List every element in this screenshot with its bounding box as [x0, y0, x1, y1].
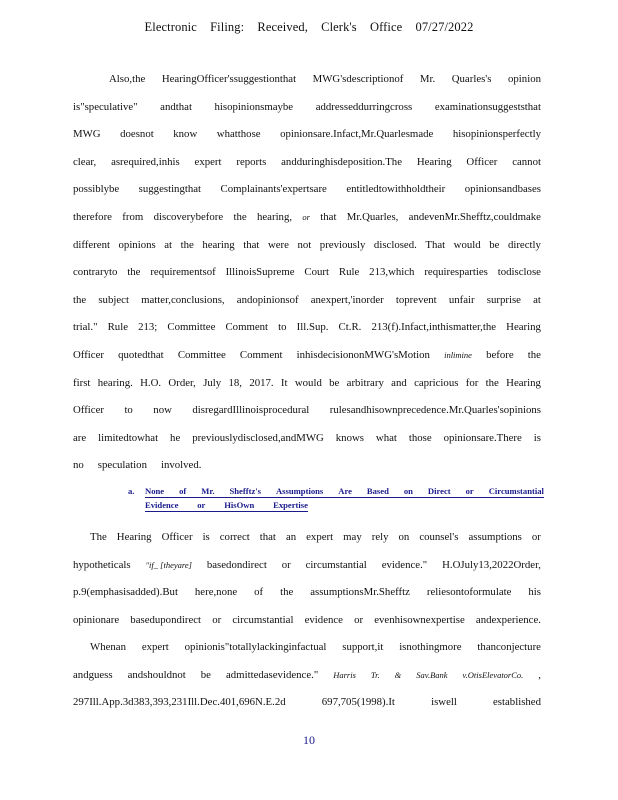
word: here,none	[194, 586, 238, 599]
word: that	[320, 210, 337, 223]
word: the	[527, 348, 541, 361]
text-line	[73, 204, 541, 232]
word: 2017.	[249, 376, 274, 389]
word: opinionsare.Infact,Mr.Quarlesmade	[280, 128, 434, 141]
word: evenhisownexpertise	[374, 613, 465, 626]
word: Also,the	[109, 73, 146, 85]
word: Mr.	[419, 73, 436, 85]
word: previouslydisclosed,andMWG	[192, 431, 324, 444]
word: Court	[304, 266, 330, 279]
word: speculation	[97, 459, 147, 472]
word: previously	[319, 238, 366, 251]
word: H.OJuly13,2022Order,	[442, 558, 541, 571]
word: hypotheticals	[73, 558, 131, 571]
word: surprise	[486, 293, 521, 306]
paragraph-3	[73, 634, 541, 717]
word: Officer	[73, 404, 104, 417]
word: Committee	[167, 321, 216, 334]
word: or	[212, 613, 222, 626]
word: clear,	[73, 155, 97, 168]
word: assumptions	[468, 530, 522, 543]
word: thanconjecture	[477, 641, 541, 654]
word: subject	[98, 293, 129, 306]
word: entitledtowithholdtheir	[346, 183, 446, 196]
word: knows	[335, 431, 364, 444]
word: Tr.	[370, 669, 380, 680]
text-line	[73, 370, 541, 398]
word: matter,conclusions,	[141, 293, 225, 306]
word: is	[533, 431, 541, 444]
text-line	[73, 176, 541, 204]
word: directly	[507, 238, 541, 251]
word: Whenan	[90, 641, 126, 654]
word: Harris	[333, 669, 356, 680]
word: discoverybefore	[153, 210, 224, 223]
word: requiresparties	[424, 266, 488, 279]
word: or	[531, 530, 541, 543]
word: for	[465, 376, 479, 389]
word: rely	[371, 530, 389, 543]
word: isnothingmore	[399, 641, 462, 654]
word: andexperience.	[475, 613, 541, 626]
text-line	[73, 607, 541, 635]
word: be	[329, 376, 340, 389]
word: Complainants'expertsare	[220, 183, 327, 196]
word: reports	[236, 155, 267, 168]
word: whatthose	[216, 128, 261, 141]
word: IllinoisSupreme	[225, 266, 295, 279]
word: examinationsuggeststhat	[434, 100, 541, 113]
word: opinions	[118, 238, 156, 251]
filing-header: Electronic Filing: Received, Clerk's Office 07/27/2022	[144, 20, 474, 34]
word: expert	[141, 641, 169, 654]
word: therefore	[73, 210, 112, 223]
word: unfair	[448, 293, 475, 306]
word: opinionare	[73, 613, 120, 626]
heading-word: Evidence	[145, 499, 179, 510]
text-line	[73, 66, 541, 94]
word: quotedthat	[118, 348, 164, 361]
word: opinionsare.There	[443, 431, 522, 444]
word: that	[243, 238, 260, 251]
heading-word: Expertise	[273, 499, 308, 510]
word: andopinionsof	[236, 293, 299, 306]
word: circumstantial	[305, 558, 367, 571]
word: hisopinionsperfectly	[452, 128, 541, 141]
word: the	[180, 238, 194, 251]
word: that	[259, 530, 276, 543]
word: are	[73, 431, 87, 444]
word: expert	[194, 155, 222, 168]
word: basedondirect	[206, 558, 267, 571]
word: is	[202, 530, 210, 543]
heading-line-1	[145, 486, 544, 498]
word: Hearing	[116, 530, 152, 543]
word: or	[281, 558, 291, 571]
word: the	[485, 376, 499, 389]
word: todisclose	[497, 266, 541, 279]
word: be	[200, 668, 211, 681]
heading-number: a.	[128, 485, 135, 496]
word: and	[391, 376, 407, 389]
word: disclosed.	[373, 238, 417, 251]
word: Order,	[168, 376, 196, 389]
word: addresseddurringcross	[315, 100, 413, 113]
word: know	[173, 128, 198, 141]
word: Hearing	[506, 376, 541, 389]
word: those	[408, 431, 432, 444]
word: involved.	[160, 459, 202, 472]
word: July	[203, 376, 222, 389]
word: Sav.Bank	[416, 669, 448, 680]
word: the	[127, 266, 141, 279]
word: of	[254, 586, 264, 599]
word: is"speculative"	[73, 100, 138, 113]
paragraph-2	[73, 524, 541, 634]
word: correct	[219, 530, 250, 543]
word: requirementsof	[150, 266, 216, 279]
word: at	[533, 293, 541, 306]
word: limitedtowhat	[98, 431, 159, 444]
text-line	[73, 314, 541, 342]
word: rulesandhisownprecedence.Mr.Quarles'sopinions	[329, 404, 541, 417]
text-line	[73, 634, 541, 662]
heading-word: Circumstantial	[488, 485, 544, 496]
word: Hearing	[416, 155, 452, 168]
word: on	[398, 530, 410, 543]
text-line	[73, 579, 541, 607]
word: before	[486, 348, 514, 361]
word: 18,	[228, 376, 242, 389]
word: were	[267, 238, 289, 251]
word: cannot	[512, 155, 541, 168]
word: suggestingthat	[138, 183, 202, 196]
word: asrequired,inhis	[111, 155, 180, 168]
word: p.9(emphasisadded).But	[73, 586, 178, 599]
word: hearing.	[97, 376, 133, 389]
word: inhisdecisiononMWG'sMotion	[296, 348, 430, 361]
word: 697,705(1998).It	[321, 696, 395, 709]
text-line	[73, 149, 541, 177]
word: It	[280, 376, 288, 389]
heading-word: Mr.	[201, 485, 215, 496]
page-number: 10	[303, 733, 315, 747]
word: admittedasevidence."	[225, 668, 319, 681]
text-line	[73, 342, 541, 370]
word: opinionsandbases	[464, 183, 541, 196]
word: Officer	[73, 348, 104, 361]
heading-word: HisOwn	[224, 499, 255, 510]
word: Committee	[177, 348, 226, 361]
text-line	[73, 662, 541, 690]
heading-line-2	[145, 500, 308, 512]
text-line	[73, 94, 541, 122]
word: disregardIllinoisprocedural	[192, 404, 310, 417]
word: MWG	[73, 128, 101, 141]
word: circumstantial	[232, 613, 294, 626]
word: HearingOfficer'ssuggestionthat	[161, 73, 297, 85]
word: Quarles's	[451, 73, 492, 85]
word: at	[164, 238, 173, 251]
word: basedupondirect	[130, 613, 202, 626]
heading-word: Are	[338, 485, 352, 496]
word: Rule	[338, 266, 360, 279]
word: would	[453, 238, 481, 251]
text-line	[73, 425, 541, 453]
word: Officer	[161, 530, 193, 543]
word: &	[394, 669, 402, 680]
heading-word: None	[145, 485, 165, 496]
word: Ill.Sup.	[296, 321, 329, 334]
word: andthat	[160, 100, 192, 113]
word: or	[302, 211, 310, 222]
word: would	[294, 376, 322, 389]
word: opinionis"totallylackinginfactual	[184, 641, 327, 654]
word: expert	[306, 530, 334, 543]
paragraph-1	[73, 66, 541, 480]
word: The	[90, 530, 107, 543]
word: inlimine	[444, 349, 472, 360]
word: hearing,	[256, 210, 293, 223]
text-line	[73, 524, 541, 552]
word: he	[170, 431, 181, 444]
word: first	[73, 376, 91, 389]
word: counsel's	[419, 530, 459, 543]
section-heading-a	[73, 484, 544, 516]
word: 213(f).Infact,inthismatter,the	[371, 321, 497, 334]
word: from	[122, 210, 144, 223]
word: Comment	[239, 348, 283, 361]
heading-word: Based	[366, 485, 389, 496]
word: evidence."	[381, 558, 428, 571]
word: the	[73, 293, 87, 306]
word: andguess	[73, 668, 113, 681]
heading-word: Assumptions	[275, 485, 324, 496]
word: capricious	[414, 376, 459, 389]
word: Mr.Quarles,	[346, 210, 399, 223]
word: Officer	[466, 155, 498, 168]
word: iswell	[431, 696, 457, 709]
word: MWG'sdescriptionof	[312, 73, 404, 85]
word: possiblybe	[73, 183, 120, 196]
text-line	[73, 552, 541, 580]
word: trial."	[73, 321, 98, 334]
heading-word: of	[179, 485, 187, 496]
word: be	[489, 238, 500, 251]
word: hearing	[202, 238, 235, 251]
word: doesnot	[120, 128, 154, 141]
word: 213;	[138, 321, 158, 334]
word: andevenMr.Shefftz,couldmake	[408, 210, 541, 223]
word: to	[124, 404, 133, 417]
word: Comment	[225, 321, 269, 334]
word: no	[73, 459, 84, 472]
word: anexpert,'inorder	[310, 293, 384, 306]
word: now	[153, 404, 172, 417]
word: opinion	[508, 73, 541, 85]
word: Ct.R.	[338, 321, 362, 334]
word: 297Ill.App.3d383,393,231Ill.Dec.401,696N.E.2d	[73, 696, 286, 709]
heading-word: or	[197, 499, 206, 510]
word: assumptionsMr.Shefftz	[310, 586, 410, 599]
word: andshouldnot	[127, 668, 186, 681]
word: ,	[538, 668, 541, 681]
heading-word: or	[465, 485, 474, 496]
word: evidence	[304, 613, 343, 626]
word: different	[73, 238, 110, 251]
word: andduringhisdeposition.The	[281, 155, 402, 168]
heading-word: Shefftz's	[229, 485, 261, 496]
word: reliesontoformulate	[426, 586, 512, 599]
word: Hearing	[506, 321, 541, 334]
word: the	[233, 210, 247, 223]
text-line	[73, 397, 541, 425]
word: established	[493, 696, 541, 709]
word: contraryto	[73, 266, 118, 279]
word: 213,which	[369, 266, 415, 279]
text-line	[73, 121, 541, 149]
word: H.O.	[140, 376, 162, 389]
text-line	[73, 287, 541, 315]
text-line	[73, 689, 541, 717]
word: That	[425, 238, 446, 251]
text-line	[73, 259, 541, 287]
word: "if_ [theyare]	[145, 559, 192, 570]
word: his	[528, 586, 541, 599]
heading-word: on	[403, 485, 413, 496]
word: support,it	[342, 641, 384, 654]
word: may	[343, 530, 362, 543]
word: or	[354, 613, 364, 626]
document-body	[73, 66, 544, 717]
word: the	[280, 586, 294, 599]
word: an	[285, 530, 297, 543]
word: arbitrary	[346, 376, 384, 389]
heading-word: Direct	[427, 485, 451, 496]
text-line	[73, 452, 541, 480]
word: toprevent	[395, 293, 437, 306]
word: what	[375, 431, 397, 444]
text-line	[73, 232, 541, 260]
word: Rule	[107, 321, 128, 334]
word: to	[278, 321, 287, 334]
word: hisopinionsmaybe	[214, 100, 294, 113]
word: v.OtisElevatorCo.	[462, 669, 524, 680]
word: not	[297, 238, 312, 251]
